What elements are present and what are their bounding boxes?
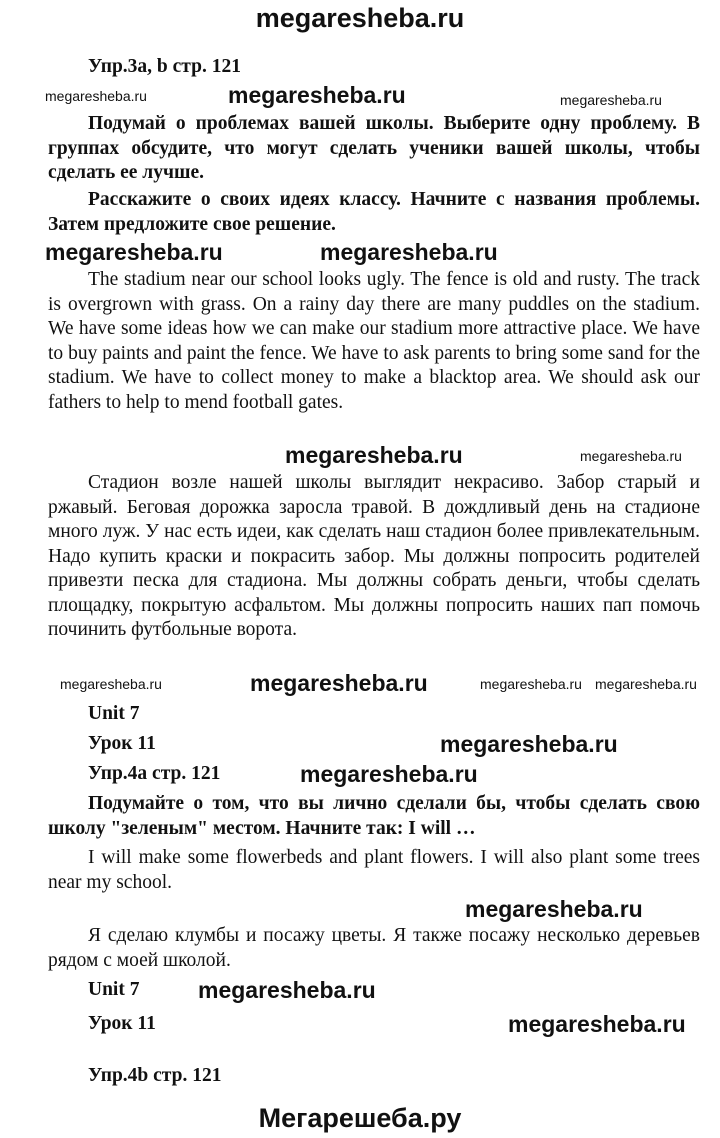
watermark: megaresheba.ru xyxy=(480,676,582,692)
watermark: megaresheba.ru xyxy=(228,82,406,108)
answer-russian: Я сделаю клумбы и посажу цветы. Я также посажу несколько деревьев рядом с моей школой. xyxy=(48,925,700,971)
watermark: megaresheba.ru xyxy=(465,896,643,922)
watermark: megaresheba.ru xyxy=(250,670,428,696)
watermark: megaresheba.ru xyxy=(198,977,376,1003)
watermark: megaresheba.ru xyxy=(560,92,662,108)
unit-heading: Unit 7 xyxy=(88,979,140,1000)
watermark: megaresheba.ru xyxy=(440,731,618,757)
watermark: megaresheba.ru xyxy=(580,448,682,464)
task-text: Подумай о проблемах вашей школы. Выберите одну проблему. В группах обсудите, что могут сделать ученики вашей школы, чтобы сделать ее лучше. xyxy=(48,113,700,183)
site-header: megaresheba.ru xyxy=(255,3,465,33)
answer-english: The stadium near our school looks ugly. The fence is old and rusty. The track is overgrown with grass. On a rainy day there are many puddles on the stadium. We have some ideas how we can make our stadium more attractive place. We have to buy paints and paint the fence. We have to ask parents to bring some sand for the stadium. We have to collect money to make a blacktop area. We should ask our fathers to help to mend football gates. xyxy=(48,269,700,413)
watermark: megaresheba.ru xyxy=(45,239,223,265)
task-text: Подумайте о том, что вы лично сделали бы, чтобы сделать свою школу "зеленым" местом. Начните так: I will … xyxy=(48,793,700,839)
exercise-title: Упр.4а стр. 121 xyxy=(88,763,221,784)
answer-english: I will make some flowerbeds and plant flowers. I will also plant some trees near my school. xyxy=(48,847,700,893)
watermark: megaresheba.ru xyxy=(60,676,162,692)
watermark: megaresheba.ru xyxy=(285,442,463,468)
task-text: Расскажите о своих идеях классу. Начните с названия проблемы. Затем предложите свое решение. xyxy=(48,189,700,235)
lesson-heading: Урок 11 xyxy=(88,1013,156,1034)
exercise-title: Упр.4b стр. 121 xyxy=(88,1065,222,1086)
answer-russian: Стадион возле нашей школы выглядит некрасиво. Забор старый и ржавый. Беговая дорожка заросла травой. В дождливый день на стадионе много луж. У нас есть идеи, как сделать наш стадион более привлекательным. Надо купить краски и покрасить забор. Мы должны попросить родителей привезти песка для стадиона. Мы должны собрать деньги, чтобы сделать площадку, покрытую асфальтом. Мы должны попросить наших пап помочь починить футбольные ворота. xyxy=(48,472,700,640)
watermark: megaresheba.ru xyxy=(45,88,147,104)
watermark: megaresheba.ru xyxy=(320,239,498,265)
watermark: megaresheba.ru xyxy=(595,676,697,692)
site-footer: Мегарешеба.ру xyxy=(258,1103,462,1133)
watermark: megaresheba.ru xyxy=(508,1011,686,1037)
lesson-heading: Урок 11 xyxy=(88,733,156,754)
watermark: megaresheba.ru xyxy=(300,761,478,787)
exercise-title: Упр.3а, b стр. 121 xyxy=(88,56,241,77)
unit-heading: Unit 7 xyxy=(88,703,140,724)
